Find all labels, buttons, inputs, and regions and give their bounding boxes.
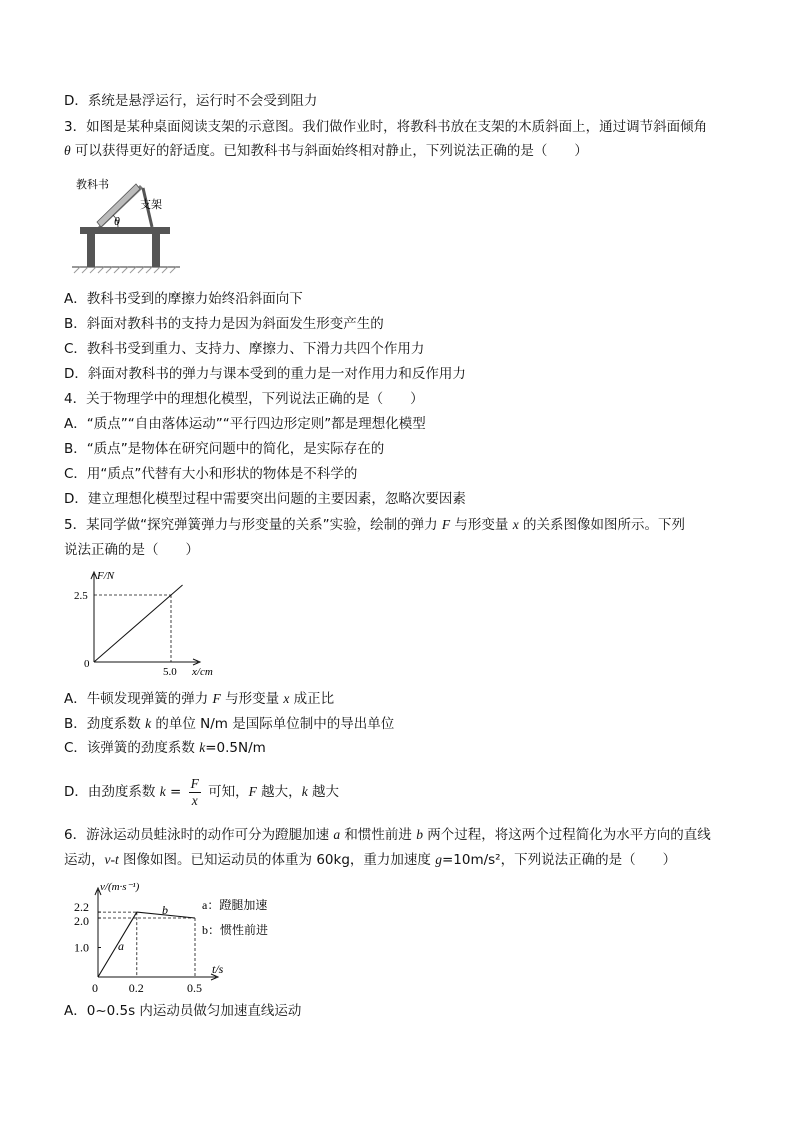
q5-option-a: A．牛顿发现弹簧的弹力 F 与形变量 x 成正比: [64, 691, 335, 707]
x-tick-label: 0.5: [187, 981, 202, 995]
q4-option-d: D．建立理想化模型过程中需要突出问题的主要因素，忽略次要因素: [64, 491, 466, 507]
q4-option-c: C．用“质点”代替有大小和形状的物体是不科学的: [64, 466, 358, 482]
legend-b: b：惯性前进: [202, 923, 269, 937]
x-axis-label: t/s: [212, 962, 224, 976]
stand-label: 支架: [140, 198, 162, 211]
q3-stem-text: 可以获得更好的舒适度。已知教科书与斜面始终相对静止，下列说法正确的是（ ）: [70, 143, 588, 159]
y-tick-label: 2.0: [74, 914, 89, 928]
origin-label: 0: [84, 658, 90, 670]
x-tick-label: 0.2: [128, 981, 144, 995]
q5-option-c: C．该弹簧的劲度系数 k=0.5N/m: [64, 740, 266, 756]
q5-stem-line1: 5．某同学做“探究弹簧弹力与形变量的关系”实验，绘制的弹力 F 与形变量 x 的关系图像如图所示。下列: [64, 517, 686, 533]
segment-label-b: b: [162, 903, 168, 917]
q5-option-d: D．由劲度系数 k = $\frac{F}{x}$ 可知，F 越大，k 越大: [64, 775, 339, 808]
q3-option-c: C．教科书受到重力、支持力、摩擦力、下滑力共四个作用力: [64, 341, 425, 357]
reading-stand-figure: [70, 175, 185, 275]
velocity-time-chart: [66, 878, 286, 996]
q5-option-b: B．劲度系数 k 的单位 N/m 是国际单位制中的导出单位: [64, 716, 395, 732]
q5-stem-line2: 说法正确的是（ ）: [64, 542, 199, 558]
data-line: [94, 585, 183, 662]
y-tick-label: 2.2: [74, 900, 89, 915]
q3-stem-line1: 3．如图是某种桌面阅读支架的示意图。我们做作业时，将教科书放在支架的木质斜面上，通过调节斜面倾角: [64, 119, 708, 135]
x-axis-label: x/cm: [192, 666, 213, 678]
q2-option-d: D．系统是悬浮运行，运行时不会受到阻力: [64, 93, 318, 109]
q4-stem: 4．关于物理学中的理想化模型，下列说法正确的是（ ）: [64, 391, 424, 407]
y-axis-label: F/N: [97, 570, 115, 582]
q6-option-a: A．0~0.5s 内运动员做匀加速直线运动: [64, 1003, 302, 1019]
q3-option-b: B．斜面对教科书的支持力是因为斜面发生形变产生的: [64, 316, 384, 332]
q3-stem-line2: [64, 141, 588, 161]
q3-option-a: A．教科书受到的摩擦力始终沿斜面向下: [64, 291, 303, 307]
q6-stem-line1: 6．游泳运动员蛙泳时的动作可分为蹬腿加速 a 和惯性前进 b 两个过程，将这两个过程简化为水平方向的直线: [64, 827, 711, 843]
theta-symbol: θ: [64, 143, 71, 158]
q4-option-a: A．“质点”“自由落体运动”“平行四边形定则”都是理想化模型: [64, 416, 426, 432]
q6-stem-line2: 运动，v-t 图像如图。已知运动员的体重为 60kg，重力加速度 g=10m/s²，下列说法正确的是（ ）: [64, 852, 677, 868]
segment-label-a: a: [118, 939, 124, 953]
y-axis-label: v/(m·s⁻¹): [100, 881, 140, 893]
y-tick-label: 1.0: [74, 940, 89, 955]
fraction-F-over-x: $\frac{F}{x}$: [190, 775, 199, 808]
origin-label: 0: [92, 981, 98, 995]
q4-option-b: B．“质点”是物体在研究问题中的简化，是实际存在的: [64, 441, 385, 457]
q3-option-d: D．斜面对教科书的弹力与课本受到的重力是一对作用力和反作用力: [64, 366, 466, 382]
spring-force-chart: [70, 566, 260, 682]
legend-a: a：蹬腿加速: [202, 898, 268, 912]
y-tick-label: 2.5: [74, 590, 88, 602]
x-tick-label: 5.0: [163, 666, 177, 678]
book-label: 教科书: [76, 178, 109, 191]
data-line: [98, 912, 195, 977]
angle-theta-label: θ: [114, 214, 120, 228]
